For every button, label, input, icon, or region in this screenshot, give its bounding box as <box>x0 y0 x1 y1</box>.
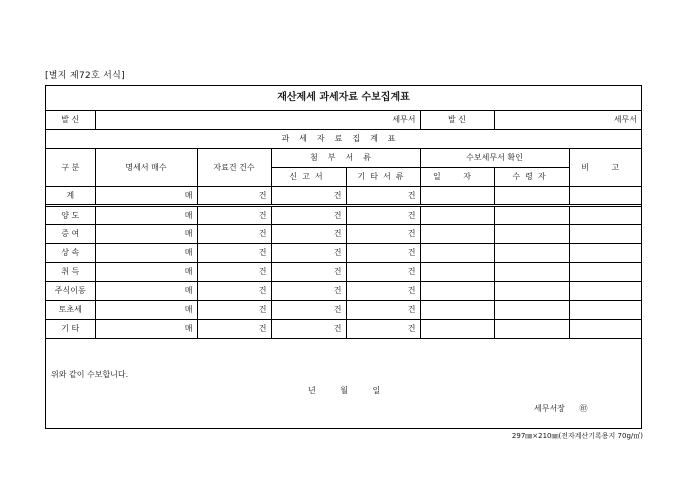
section-header: 과세자료집계표 <box>46 129 641 148</box>
table-row <box>46 243 641 262</box>
row-label: 상 속 <box>46 243 95 262</box>
remarks-cell[interactable] <box>569 205 641 224</box>
table-row <box>46 300 641 319</box>
form-frame <box>45 85 642 429</box>
other-docs-cell[interactable]: 건 <box>346 262 420 281</box>
table-row <box>46 319 641 338</box>
signature-line <box>534 403 587 414</box>
statement-count-cell[interactable]: 매 <box>95 224 197 243</box>
receiver-cell[interactable] <box>494 300 569 319</box>
sender-label-left: 발 신 <box>46 110 95 129</box>
receiver-cell[interactable] <box>494 186 569 205</box>
report-doc-cell[interactable]: 건 <box>271 281 346 300</box>
date-cell[interactable] <box>420 205 494 224</box>
date-line[interactable]: 년 월 일 <box>308 386 381 395</box>
data-count-cell[interactable]: 건 <box>197 243 271 262</box>
statement-count-cell[interactable]: 매 <box>95 319 197 338</box>
column-header-row-1 <box>46 148 641 167</box>
remarks-cell[interactable] <box>569 281 641 300</box>
row-label: 주식이동 <box>46 281 95 300</box>
col-data-count: 자료건 건수 <box>197 148 271 186</box>
col-date: 일 자 <box>420 167 494 186</box>
section-header-row <box>46 129 641 148</box>
col-other-docs: 기타서류 <box>346 167 420 186</box>
remarks-cell[interactable] <box>569 300 641 319</box>
statement-count-cell[interactable]: 매 <box>95 262 197 281</box>
other-docs-cell[interactable]: 건 <box>346 319 420 338</box>
remarks-cell[interactable] <box>569 224 641 243</box>
receiver-cell[interactable] <box>494 319 569 338</box>
col-report-doc: 신고서 <box>271 167 346 186</box>
receiver-cell[interactable] <box>494 243 569 262</box>
table-row <box>46 281 641 300</box>
statement-count-cell[interactable]: 매 <box>95 300 197 319</box>
data-count-cell[interactable]: 건 <box>197 224 271 243</box>
date-cell[interactable] <box>420 281 494 300</box>
other-docs-cell[interactable]: 건 <box>346 243 420 262</box>
remarks-cell[interactable] <box>569 186 641 205</box>
other-docs-cell[interactable]: 건 <box>346 186 420 205</box>
report-doc-cell[interactable]: 건 <box>271 243 346 262</box>
statement-count-cell[interactable]: 매 <box>95 281 197 300</box>
date-cell[interactable] <box>420 186 494 205</box>
sender-office-left[interactable]: 세무서 <box>95 110 420 129</box>
receiver-cell[interactable] <box>494 262 569 281</box>
col-category: 구 분 <box>46 148 95 186</box>
data-count-cell[interactable]: 건 <box>197 281 271 300</box>
other-docs-cell[interactable]: 건 <box>346 224 420 243</box>
statement-count-cell[interactable]: 매 <box>95 243 197 262</box>
aggregate-table <box>46 110 641 339</box>
report-doc-cell[interactable]: 건 <box>271 300 346 319</box>
table-row <box>46 224 641 243</box>
statement-count-cell[interactable]: 매 <box>95 186 197 205</box>
date-cell[interactable] <box>420 300 494 319</box>
row-label: 기 타 <box>46 319 95 338</box>
signer-title: 세무서장 <box>534 404 565 413</box>
receiver-cell[interactable] <box>494 205 569 224</box>
col-remarks: 비 고 <box>569 148 641 186</box>
row-label: 양 도 <box>46 205 95 224</box>
report-doc-cell[interactable]: 건 <box>271 224 346 243</box>
form-title: 재산제세 과세자료 수보집계표 <box>46 86 641 111</box>
data-count-cell[interactable]: 건 <box>197 262 271 281</box>
report-doc-cell[interactable]: 건 <box>271 319 346 338</box>
other-docs-cell[interactable]: 건 <box>346 205 420 224</box>
row-label: 취 득 <box>46 262 95 281</box>
other-docs-cell[interactable]: 건 <box>346 300 420 319</box>
col-receiving-office: 수보세무서 확인 <box>420 148 569 167</box>
statement-count-cell[interactable]: 매 <box>95 205 197 224</box>
receiver-cell[interactable] <box>494 224 569 243</box>
report-doc-cell[interactable]: 건 <box>271 262 346 281</box>
paper-spec: 297㎜×210㎜(전자계산기록용지 70g/㎡) <box>511 432 643 440</box>
seal-mark[interactable]: ㊞ <box>579 404 588 413</box>
report-doc-cell[interactable]: 건 <box>271 205 346 224</box>
form-number-label: [별지 제72호 서식] <box>45 71 125 81</box>
remarks-cell[interactable] <box>569 262 641 281</box>
col-statement-count: 명세서 매수 <box>95 148 197 186</box>
row-label: 토초세 <box>46 300 95 319</box>
report-statement: 위와 같이 수보합니다. <box>51 370 129 379</box>
remarks-cell[interactable] <box>569 319 641 338</box>
col-attachments: 첨부서류 <box>271 148 420 167</box>
date-cell[interactable] <box>420 224 494 243</box>
data-count-cell[interactable]: 건 <box>197 300 271 319</box>
table-row <box>46 205 641 224</box>
receiver-cell[interactable] <box>494 281 569 300</box>
date-cell[interactable] <box>420 243 494 262</box>
report-doc-cell[interactable]: 건 <box>271 186 346 205</box>
col-receiver: 수령자 <box>494 167 569 186</box>
row-label: 계 <box>46 186 95 205</box>
sender-office-right[interactable]: 세무서 <box>494 110 641 129</box>
data-count-cell[interactable]: 건 <box>197 186 271 205</box>
sender-row <box>46 110 641 129</box>
sender-label-right: 발 신 <box>420 110 494 129</box>
date-cell[interactable] <box>420 262 494 281</box>
other-docs-cell[interactable]: 건 <box>346 281 420 300</box>
remarks-cell[interactable] <box>569 243 641 262</box>
data-count-cell[interactable]: 건 <box>197 319 271 338</box>
row-label: 증 여 <box>46 224 95 243</box>
data-count-cell[interactable]: 건 <box>197 205 271 224</box>
table-row-total <box>46 186 641 205</box>
table-row <box>46 262 641 281</box>
date-cell[interactable] <box>420 319 494 338</box>
form-footer <box>46 362 641 428</box>
